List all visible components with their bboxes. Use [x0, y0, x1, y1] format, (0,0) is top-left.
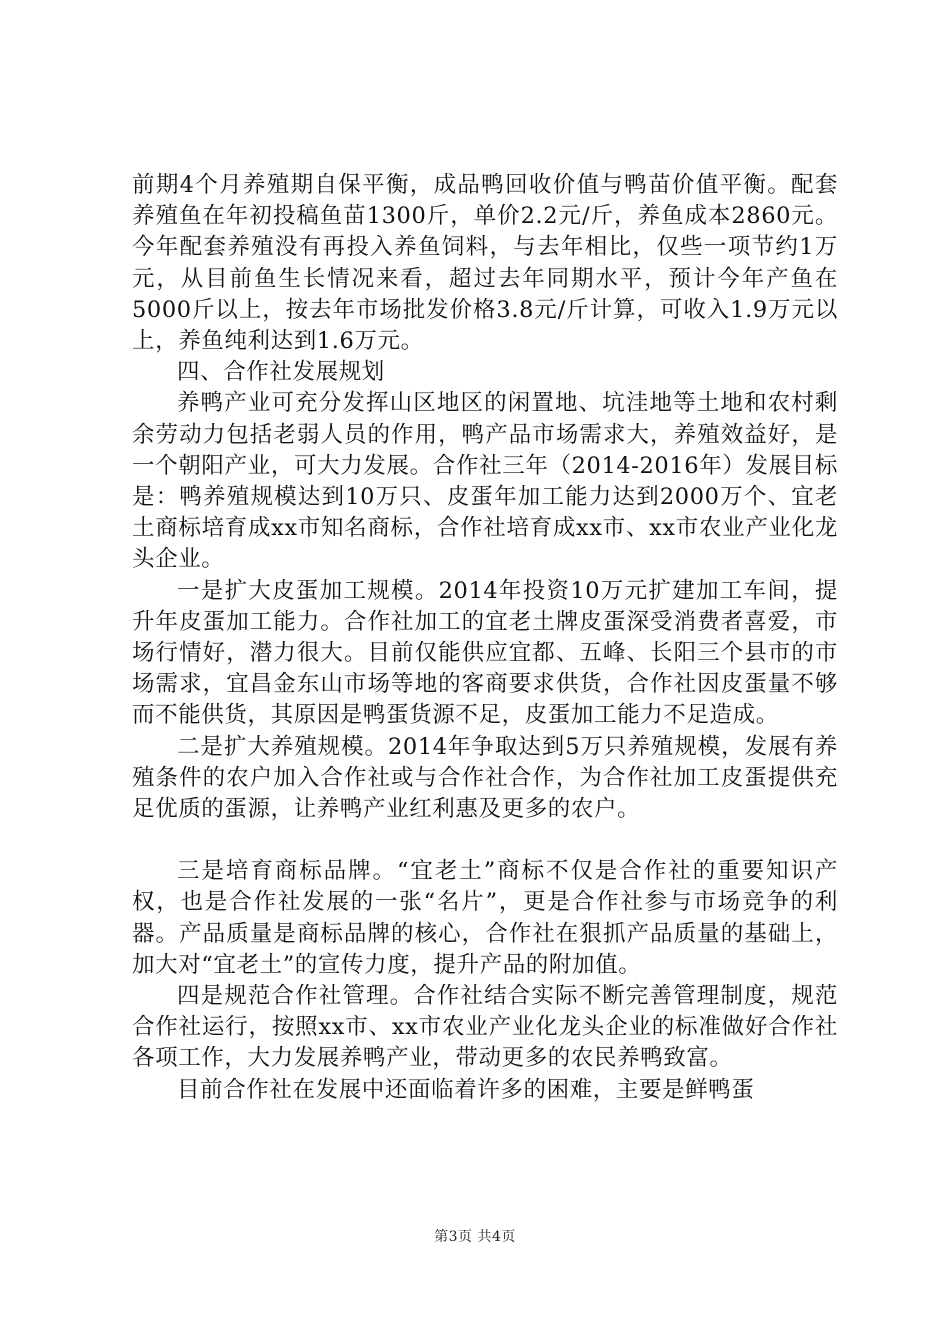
paragraph-3: 一是扩大皮蛋加工规模。2014年投资10万元扩建加工车间，提升年皮蛋加工能力。合作社加工的宜老土牌皮蛋深受消费者喜爱，市场行情好，潜力很大。目前仅能供应宜都、五峰、长阳三个县市的市场需求，宜昌金东山市场等地的客商要求供货，合作社因皮蛋量不够而不能供货，其原因是鸭蛋货源不足，皮蛋加工能力不足造成。 [132, 577, 838, 729]
paragraph-2: 养鸭产业可充分发挥山区地区的闲置地、坑洼地等土地和农村剩余劳动力包括老弱人员的作用，鸭产品市场需求大，养殖效益好，是一个朝阳产业，可大力发展。合作社三年（2014-2016年）发展目标是：鸭养殖规模达到10万只、皮蛋年加工能力达到2000万个、宜老土商标培育成xx市知名商标，合作社培育成xx市、xx市农业产业化龙头企业。 [132, 390, 838, 573]
page-footer: 第3页 共4页 [434, 1229, 516, 1245]
paragraph-6: 四是规范合作社管理。合作社结合实际不断完善管理制度，规范合作社运行，按照xx市、xx市农业产业化龙头企业的标准做好合作社各项工作，大力发展养鸭产业，带动更多的农民养鸭致富。 [132, 983, 838, 1072]
paragraph-4: 二是扩大养殖规模。2014年争取达到5万只养殖规模，发展有养殖条件的农户加入合作社或与合作社合作，为合作社加工皮蛋提供充足优质的蛋源，让养鸭产业红利惠及更多的农户。 [132, 733, 838, 823]
paragraph-5: 三是培育商标品牌。“宜老土”商标不仅是合作社的重要知识产权，也是合作社发展的一张“名片”，更是合作社参与市场竞争的利器。产品质量是商标品牌的核心，合作社在狠抓产品质量的基础上，加大对“宜老土”的宣传力度，提升产品的附加值。 [132, 858, 838, 978]
section-heading: 四、合作社发展规划 [177, 359, 385, 386]
paragraph-7: 目前合作社在发展中还面临着许多的困难，主要是鲜鸭蛋 [177, 1076, 755, 1103]
body-text [132, 170, 838, 1106]
paragraph-1: 前期4个月养殖期自保平衡，成品鸭回收价值与鸭苗价值平衡。配套养殖鱼在年初投稿鱼苗1300斤，单价2.2元/斤，养鱼成本2860元。今年配套养殖没有再投入养鱼饲料，与去年相比，仅些一项节约1万元，从目前鱼生长情况来看，超过去年同期水平，预计今年产鱼在5000斤以上，按去年市场批发价格3.8元/斤计算，可收入1.9万元以上，养鱼纯利达到1.6万元。 [132, 172, 838, 355]
